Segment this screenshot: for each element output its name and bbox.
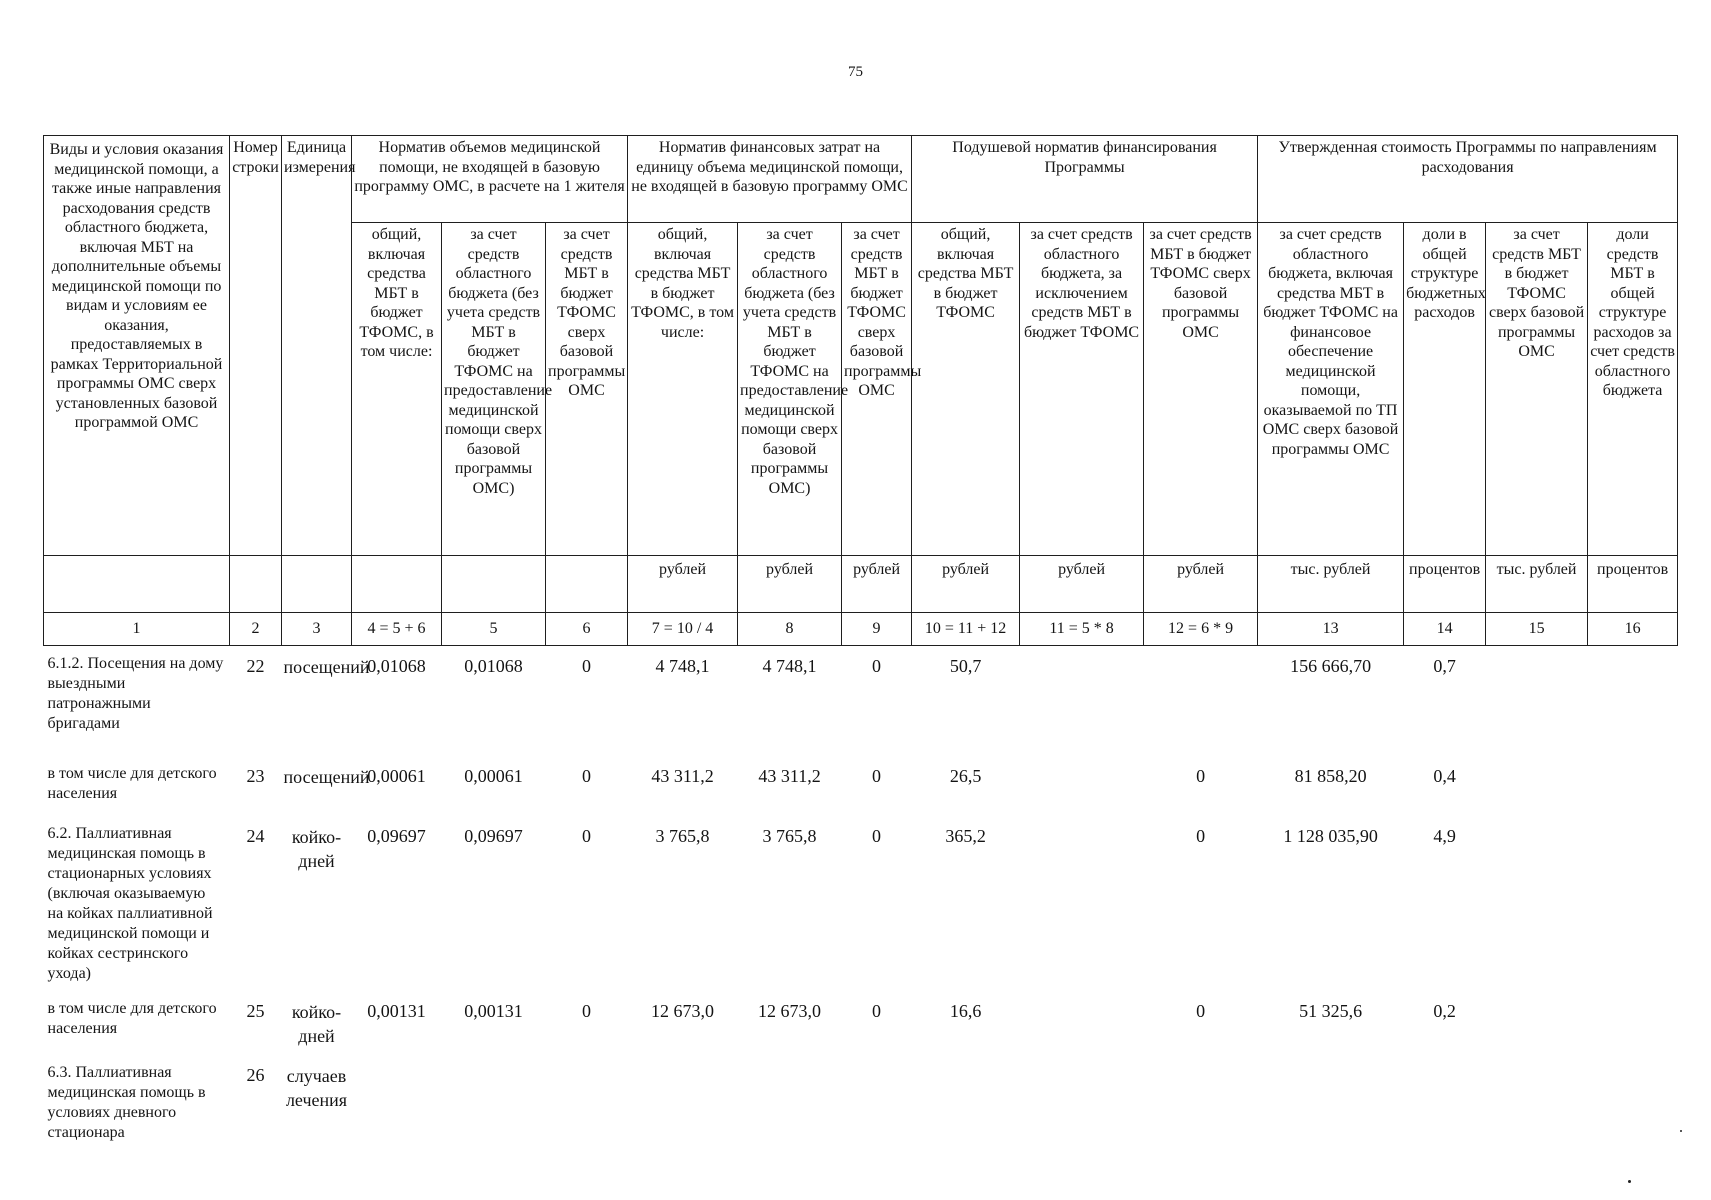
- unit-cell: [230, 556, 282, 613]
- header-approved-cost: Утвержденная стоимость Программы по направлениям расходования: [1258, 136, 1678, 223]
- scan-speck: [1628, 1180, 1631, 1183]
- row-value-c9: 0: [872, 825, 882, 846]
- column-numbers-row: [44, 613, 1678, 646]
- row-value-c15: [1486, 1055, 1588, 1155]
- row-value-c15: [1486, 646, 1588, 756]
- row-value-c16: [1588, 991, 1678, 1055]
- unit-cell: тыс. рублей: [1486, 556, 1588, 613]
- row-value-c8: 4 748,1: [762, 656, 817, 676]
- row-value-c10: 50,7: [949, 656, 982, 676]
- row-value-c4: 0,00061: [367, 765, 426, 786]
- subheader-13: за счет средств областного бюджета, включая средства МБТ в бюджет ТФОМС на финансовое обеспечение медицинской помощи, оказываемой по ТП ОМС сверх базовой программы ОМС: [1258, 223, 1404, 556]
- row-unit: посещений: [283, 766, 370, 787]
- row-value-c7: 4 748,1: [655, 656, 710, 676]
- row-value-c11: [1020, 991, 1144, 1055]
- row-value-c5: 0,09697: [464, 825, 523, 846]
- subheader-7: общий, включая средства МБТ в бюджет ТФОМС, в том числе:: [628, 223, 738, 556]
- row-value-c11: [1020, 646, 1144, 756]
- row-unit: посещений: [283, 657, 370, 677]
- table-row: [44, 756, 1678, 816]
- row-value-c13: 1 128 035,90: [1283, 825, 1378, 846]
- row-name: 6.3. Паллиативная медицинская помощь в условиях дневного стационара: [47, 1063, 206, 1141]
- subheader-4: общий, включая средства МБТ в бюджет ТФОМС, в том числе:: [352, 223, 442, 556]
- header-percapita-norm: Подушевой норматив финансирования Программы: [912, 136, 1258, 223]
- column-number: 12 = 6 * 9: [1144, 613, 1258, 646]
- header-cost-norm: Норматив финансовых затрат на единицу объема медицинской помощи, не входящей в базовую программу ОМС: [628, 136, 912, 223]
- header-row-groups: [44, 136, 1678, 223]
- row-unit: койко-дней: [291, 1001, 342, 1046]
- row-value-c4: 0,01068: [367, 656, 426, 676]
- financing-table: [43, 135, 1678, 1155]
- subheader-8: за счет средств областного бюджета (без учета средств МБТ в бюджет ТФОМС на предоставление медицинской помощи сверх базовой программы ОМС): [738, 223, 842, 556]
- row-unit: случаев лечения: [285, 1065, 348, 1110]
- row-value-c4: [352, 1055, 442, 1155]
- row-value-c16: [1588, 1055, 1678, 1155]
- row-value-c9: [842, 1055, 912, 1155]
- row-value-c9: 0: [872, 1000, 882, 1021]
- row-value-c15: [1486, 816, 1588, 991]
- page-number: 75: [848, 64, 863, 80]
- unit-cell: рублей: [738, 556, 842, 613]
- row-value-c16: [1588, 646, 1678, 756]
- subheader-10: общий, включая средства МБТ в бюджет ТФОМС: [912, 223, 1020, 556]
- unit-cell: [442, 556, 546, 613]
- row-value-c6: 0: [582, 656, 592, 676]
- row-value-c7: 12 673,0: [651, 1000, 715, 1021]
- row-value-c7: 43 311,2: [651, 765, 714, 786]
- unit-cell: рублей: [1020, 556, 1144, 613]
- row-value-c6: 0: [582, 825, 592, 846]
- column-number: 13: [1258, 613, 1404, 646]
- unit-cell: процентов: [1588, 556, 1678, 613]
- unit-cell: рублей: [1144, 556, 1258, 613]
- row-value-c14: 0,7: [1433, 656, 1456, 676]
- unit-cell: рублей: [628, 556, 738, 613]
- row-name: 6.2. Паллиативная медицинская помощь в стационарных условиях (включая оказываемую на койках паллиативной медицинской помощи и койках сестринского ухода): [47, 824, 213, 982]
- row-value-c4: 0,00131: [367, 1000, 426, 1021]
- unit-cell: тыс. рублей: [1258, 556, 1404, 613]
- row-value-c12: [1144, 646, 1258, 756]
- row-value-c5: 0,00061: [464, 765, 523, 786]
- row-value-c10: 26,5: [949, 765, 982, 786]
- header-type-of-care: Виды и условия оказания медицинской помощи, а также иные направления расходования средств областного бюджета, включая МБТ на дополнительные объемы медицинской помощи по видам и условиям ее оказания, предоставляемых в рамках Территориальной программы ОМС сверх установленных базовой программой ОМС: [44, 136, 230, 556]
- row-value-c13: 156 666,70: [1290, 656, 1372, 676]
- row-value-c10: [912, 1055, 1020, 1155]
- table-row: [44, 816, 1678, 991]
- row-unit: койко-дней: [291, 826, 342, 871]
- table-row: [44, 991, 1678, 1055]
- column-number: 5: [442, 613, 546, 646]
- column-number: 6: [546, 613, 628, 646]
- row-value-c12: 0: [1196, 1000, 1206, 1021]
- row-value-c8: 3 765,8: [762, 825, 817, 846]
- row-value-c12: [1144, 1055, 1258, 1155]
- header-volume-norm: Норматив объемов медицинской помощи, не входящей в базовую программу ОМС, в расчете на 1 жителя: [352, 136, 628, 223]
- row-value-c8: 12 673,0: [758, 1000, 822, 1021]
- unit-cell: [352, 556, 442, 613]
- row-value-c9: 0: [872, 656, 882, 676]
- row-name: в том числе для детского населения: [47, 764, 217, 802]
- subheader-15: за счет средств МБТ в бюджет ТФОМС сверх базовой программы ОМС: [1486, 223, 1588, 556]
- row-line-number: 24: [246, 825, 265, 846]
- row-value-c7: [628, 1055, 738, 1155]
- row-value-c6: 0: [582, 765, 592, 786]
- header-line-number: Номер строки: [230, 136, 282, 556]
- row-value-c4: 0,09697: [367, 825, 426, 846]
- row-value-c14: 0,4: [1433, 765, 1456, 786]
- row-value-c6: [546, 1055, 628, 1155]
- column-number: 2: [230, 613, 282, 646]
- column-number: 9: [842, 613, 912, 646]
- row-value-c12: 0: [1196, 765, 1206, 786]
- row-value-c14: 0,2: [1433, 1000, 1456, 1021]
- column-number: 8: [738, 613, 842, 646]
- row-value-c10: 16,6: [949, 1000, 982, 1021]
- row-line-number: 23: [246, 765, 265, 786]
- unit-cell: рублей: [842, 556, 912, 613]
- column-number: 7 = 10 / 4: [628, 613, 738, 646]
- row-value-c5: 0,00131: [464, 1000, 523, 1021]
- row-value-c13: 51 325,6: [1299, 1000, 1363, 1021]
- unit-cell: [44, 556, 230, 613]
- row-value-c7: 3 765,8: [655, 825, 710, 846]
- row-value-c14: 4,9: [1433, 825, 1456, 846]
- units-row: [44, 556, 1678, 613]
- row-value-c9: 0: [872, 765, 882, 786]
- table-row: [44, 646, 1678, 756]
- row-name: 6.1.2. Посещения на дому выездными патронажными бригадами: [47, 655, 224, 732]
- row-value-c16: [1588, 756, 1678, 816]
- subheader-12: за счет средств МБТ в бюджет ТФОМС сверх базовой программы ОМС: [1144, 223, 1258, 556]
- row-name: в том числе для детского населения: [47, 999, 217, 1037]
- subheader-6: за счет средств МБТ в бюджет ТФОМС сверх базовой программы ОМС: [546, 223, 628, 556]
- table-row: [44, 1055, 1678, 1155]
- scan-speck: [1680, 1130, 1682, 1132]
- column-number: 16: [1588, 613, 1678, 646]
- column-number: 14: [1404, 613, 1486, 646]
- table-body: [44, 646, 1678, 1155]
- column-number: 11 = 5 * 8: [1020, 613, 1144, 646]
- unit-cell: рублей: [912, 556, 1020, 613]
- row-value-c5: [442, 1055, 546, 1155]
- row-value-c13: [1258, 1055, 1404, 1155]
- row-line-number: 25: [246, 1000, 265, 1021]
- subheader-9: за счет средств МБТ в бюджет ТФОМС сверх базовой программы ОМС: [842, 223, 912, 556]
- row-value-c8: 43 311,2: [758, 765, 821, 786]
- column-number: 3: [282, 613, 352, 646]
- column-number: 10 = 11 + 12: [912, 613, 1020, 646]
- row-value-c5: 0,01068: [464, 656, 523, 676]
- row-value-c11: [1020, 1055, 1144, 1155]
- row-value-c16: [1588, 816, 1678, 991]
- header-unit: Единица измерения: [282, 136, 352, 556]
- row-value-c11: [1020, 816, 1144, 991]
- row-value-c11: [1020, 756, 1144, 816]
- subheader-16: доли средств МБТ в общей структуре расходов за счет средств областного бюджета: [1588, 223, 1678, 556]
- row-value-c15: [1486, 991, 1588, 1055]
- subheader-11: за счет средств областного бюджета, за исключением средств МБТ в бюджет ТФОМС: [1020, 223, 1144, 556]
- subheader-14: доли в общей структуре бюджетных расходов: [1404, 223, 1486, 556]
- column-number: 4 = 5 + 6: [352, 613, 442, 646]
- row-value-c15: [1486, 756, 1588, 816]
- row-line-number: 22: [246, 656, 265, 676]
- column-number: 15: [1486, 613, 1588, 646]
- row-value-c6: 0: [582, 1000, 592, 1021]
- subheader-5: за счет средств областного бюджета (без учета средств МБТ в бюджет ТФОМС на предоставление медицинской помощи сверх базовой программы ОМС): [442, 223, 546, 556]
- row-value-c10: 365,2: [945, 825, 986, 846]
- row-value-c13: 81 858,20: [1294, 765, 1367, 786]
- row-line-number: 26: [246, 1064, 265, 1085]
- row-value-c14: [1404, 1055, 1486, 1155]
- unit-cell: процентов: [1404, 556, 1486, 613]
- row-value-c8: [738, 1055, 842, 1155]
- unit-cell: [282, 556, 352, 613]
- unit-cell: [546, 556, 628, 613]
- column-number: 1: [44, 613, 230, 646]
- row-value-c12: 0: [1196, 825, 1206, 846]
